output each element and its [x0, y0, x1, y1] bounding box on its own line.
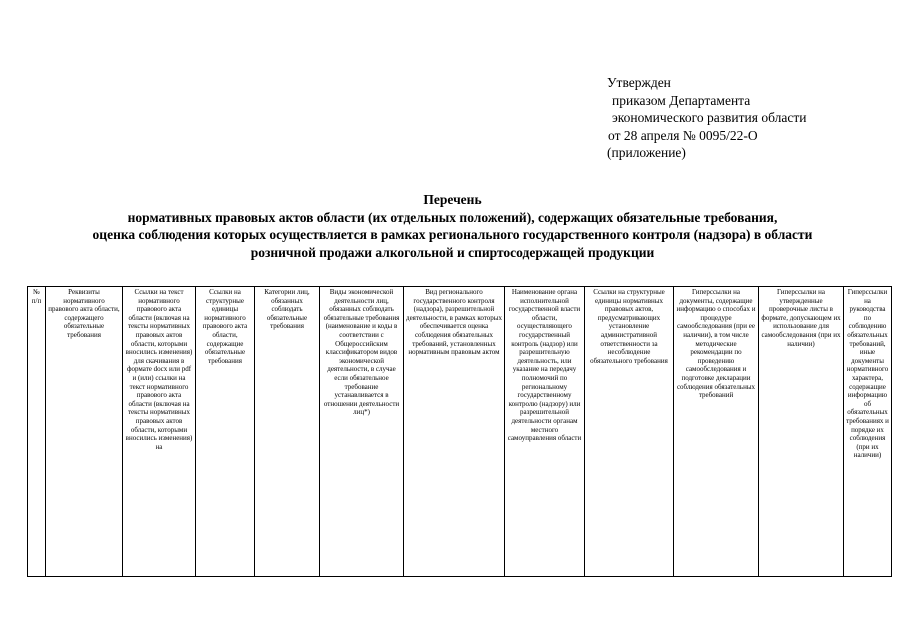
table-header-cell: № п/п [28, 287, 46, 577]
approval-line: приказом Департамента [612, 92, 751, 108]
table-header-cell: Гиперссылки на руководства по соблюдению обязательных требований, иные документы нормативного характера, содержащие информацию об обязательных требованиях и порядке их соблюдения (при их наличии) [844, 287, 892, 577]
title-line: Перечень [423, 192, 482, 207]
table-header-cell: Вид регионального государственного контроля (надзора), разрешительной деятельности, в рамках которых обеспечивается оценка соблюдения обязательных требований, установленных нормативным правовым актом [404, 287, 505, 577]
table-header-cell: Гиперссылки на утвержденные проверочные листы в формате, допускающем их использование для самообследования (при их наличии) [759, 287, 844, 577]
table-header-cell: Ссылки на структурные единицы нормативных правовых актов, предусматривающих установление административной ответственности за несоблюдение обязательного требования [585, 287, 674, 577]
table-header-cell: Ссылки на структурные единицы нормативного правового акта области, содержащие обязательные требования [196, 287, 255, 577]
table-header-cell: Виды экономической деятельности лиц, обязанных соблюдать обязательные требования (наименование и коды в соответствии с Общероссийским классификатором видов экономической деятельности, в случае если обязательное требование устанавливается в отношении деятельности лиц*) [320, 287, 404, 577]
title-line: розничной продажи алкогольной и спиртосодержащей продукции [250, 244, 655, 260]
table-header-cell: Гиперссылки на документы, содержащие информацию о способах и процедуре самообследования (при ее наличии), в том числе методические рекомендации по проведению самообследования и подготовке декларации соблюдения обязательных требований [674, 287, 759, 577]
table-header-cell: Категории лиц, обязанных соблюдать обязательные требования [255, 287, 320, 577]
table-header-cell: Реквизиты нормативного правового акта области, содержащего обязательные требования [46, 287, 123, 577]
approval-stamp [607, 74, 806, 162]
approval-line: от 28 апреля № 0095/22-О [608, 127, 758, 143]
regulations-table [27, 286, 892, 577]
approval-line: (приложение) [607, 145, 686, 160]
table-header-cell: Ссылки на текст нормативного правового акта области (включая на тексты нормативных правовых актов области, которыми вносились изменения) для скачивания в формате docx или pdf и (или) ссылки на текст нормативного правового акта области (включая на тексты нормативных правовых актов области, которыми вносились изменения) на [123, 287, 196, 577]
approval-line: Утвержден [607, 75, 671, 90]
approval-line: экономического развития области [612, 110, 807, 125]
table-header-row [28, 287, 892, 577]
title-line: оценка соблюдения которых осуществляется в рамках регионального государственного контроля (надзора) в области [92, 227, 813, 242]
table-header-cell: Наименование органа исполнительной государственной власти области, осуществляющего государственный контроль (надзор) или разрешительную деятельность, или указание на передачу полномочий по региональному государственному контролю (надзору) или разрешительной деятельности органам местного самоуправления области [505, 287, 585, 577]
document-title [0, 191, 905, 261]
title-line: нормативных правовых актов области (их отдельных положений), содержащих обязательные требования, [127, 209, 778, 225]
